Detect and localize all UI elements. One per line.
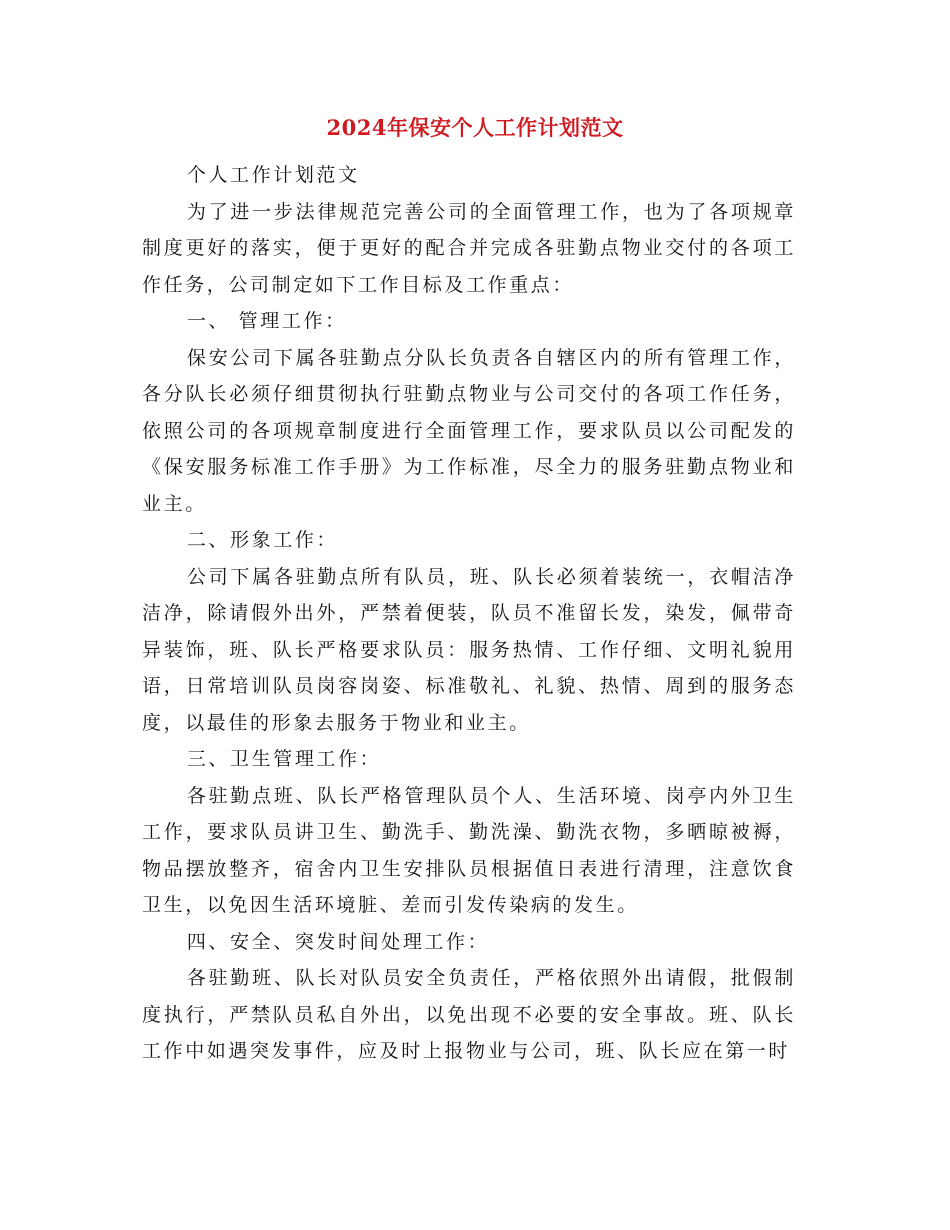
section-heading-image: 二、形象工作： bbox=[186, 529, 339, 551]
paragraph-subtitle: 个人工作计划范文 bbox=[186, 164, 360, 186]
document-title: 2024年保安个人工作计划范文 bbox=[326, 115, 624, 140]
paragraph-image: 公司下属各驻勤点所有队员，班、队长必须着装统一，衣帽洁净洁净，除请假外出外，严禁着便装，队员不准留长发，染发，佩带奇异装饰，班、队长严格要求队员：服务热情、工作仔细、文明礼貌用语，日常培训队员岗容岗姿、标准敬礼、礼貌、热情、周到的服务态度，以最佳的形象去服务于物业和业主。 bbox=[142, 565, 796, 734]
document-body bbox=[142, 157, 796, 1070]
paragraph-hygiene: 各驻勤点班、队长严格管理队员个人、生活环境、岗亭内外卫生工作，要求队员讲卫生、勤洗手、勤洗澡、勤洗衣物，多晒晾被褥，物品摆放整齐，宿舍内卫生安排队员根据值日表进行清理，注意饮食卫生，以免因生活环境脏、差而引发传染病的发生。 bbox=[142, 784, 796, 916]
section-heading-safety: 四、安全、突发时间处理工作： bbox=[186, 930, 490, 953]
section-heading-hygiene: 三、卫生管理工作： bbox=[186, 748, 382, 770]
paragraph-safety: 各驻勤班、队长对队员安全负责任，严格依照外出请假，批假制度执行，严禁队员私自外出，以免出现不必要的安全事故。班、队长工作中如遇突发事件，应及时上报物业与公司，班、队长应在第一时 bbox=[142, 967, 796, 1062]
paragraph-management: 保安公司下属各驻勤点分队长负责各自辖区内的所有管理工作，各分队长必须仔细贯彻执行驻勤点物业与公司交付的各项工作任务，依照公司的各项规章制度进行全面管理工作，要求队员以公司配发的《保安服务标准工作手册》为工作标准，尽全力的服务驻勤点物业和业主。 bbox=[142, 346, 796, 515]
paragraph-intro: 为了进一步法律规范完善公司的全面管理工作，也为了各项规章制度更好的落实，便于更好的配合并完成各驻勤点物业交付的各项工作任务，公司制定如下工作目标及工作重点： bbox=[142, 200, 796, 296]
section-heading-management: 一、 管理工作： bbox=[186, 310, 347, 332]
